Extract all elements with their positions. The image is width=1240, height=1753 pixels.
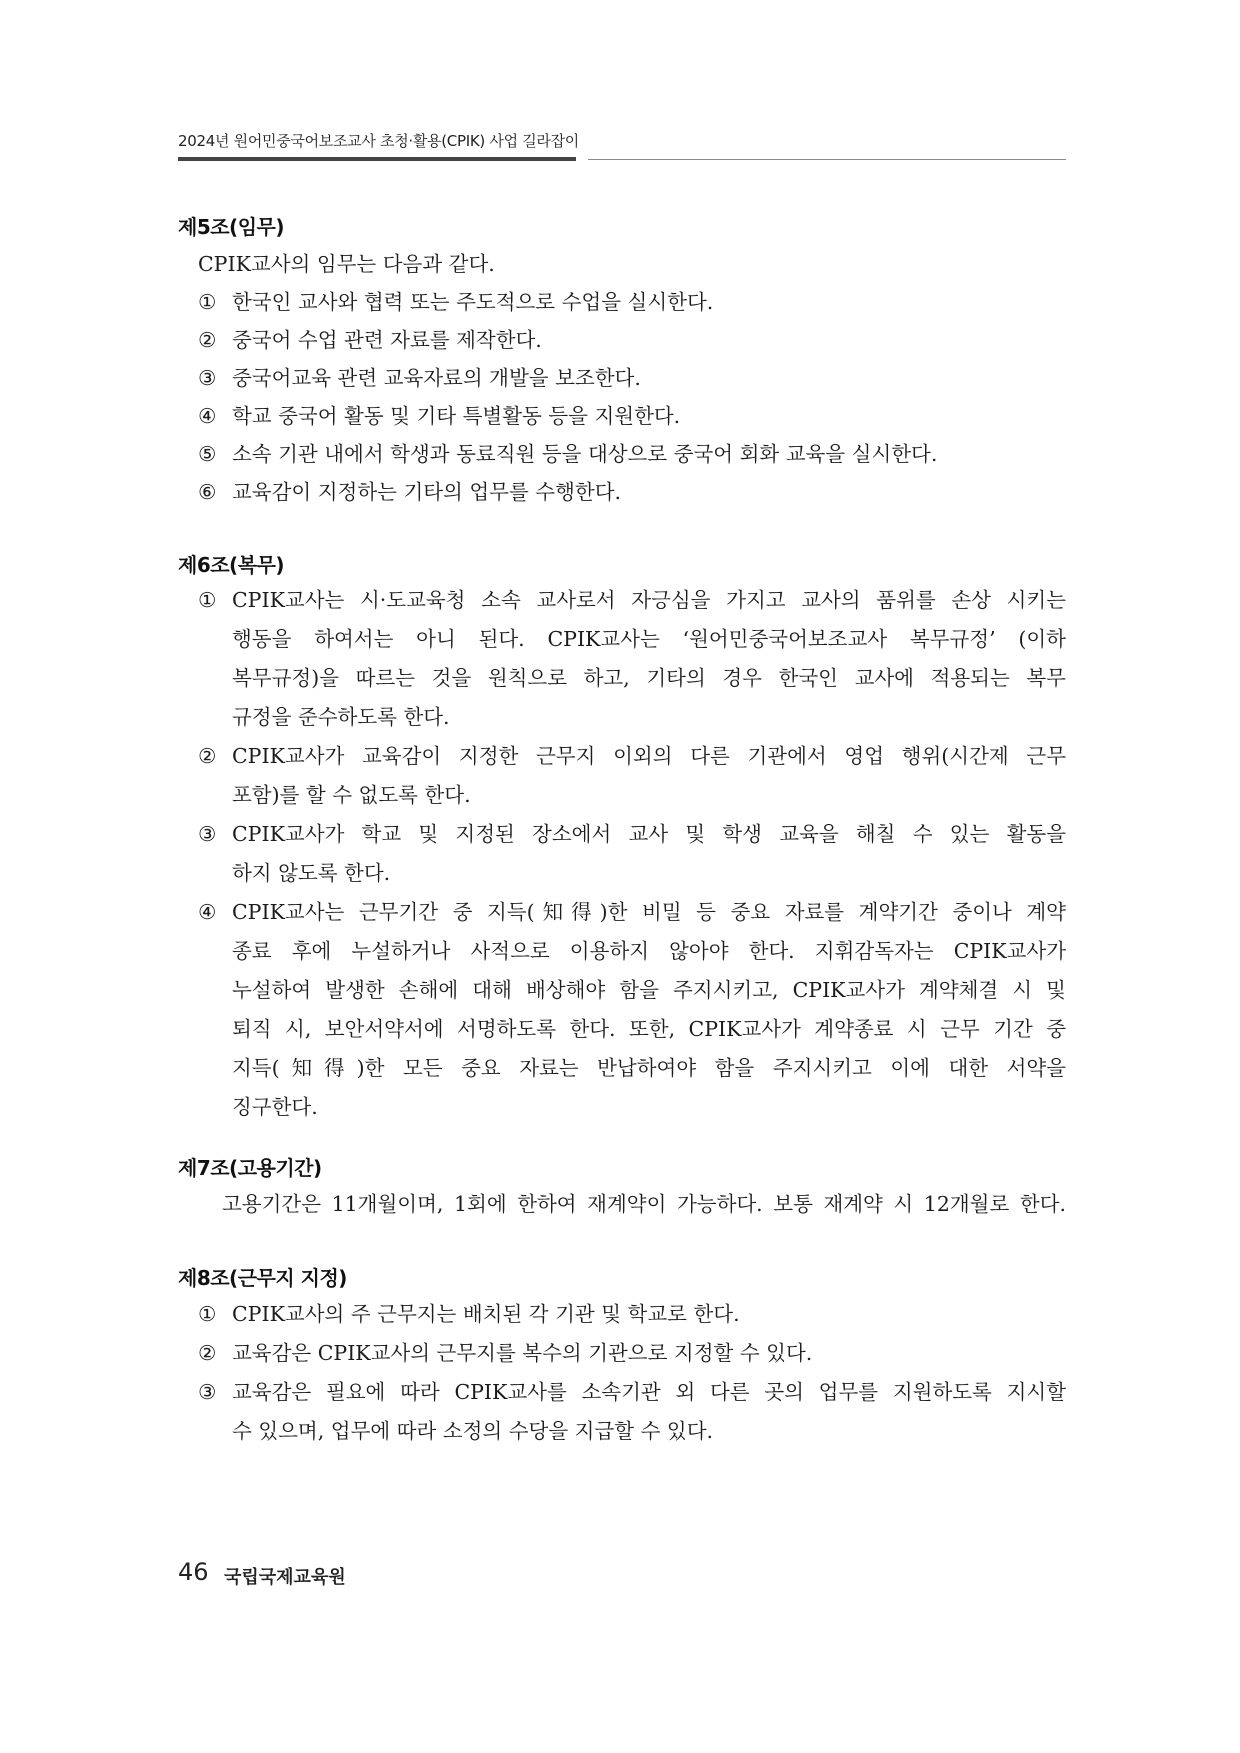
- article-8-item-3-line: 수 있으며, 업무에 따라 소정의 수당을 지급할 수 있다.: [232, 1419, 714, 1443]
- item-text: 학교 중국어 활동 및 기타 특별활동 등을 지원한다.: [232, 404, 681, 428]
- article-7-title: 제7조(고용기간): [178, 1156, 322, 1180]
- item-number: ③: [198, 366, 217, 390]
- article-5-item: [198, 289, 713, 315]
- article-8-item-2-line: 교육감은 CPIK교사의 근무지를 복수의 기관으로 지정할 수 있다.: [232, 1341, 813, 1365]
- item-text: 중국어교육 관련 교육자료의 개발을 보조한다.: [232, 366, 641, 390]
- item-text: 중국어 수업 관련 자료를 제작한다.: [232, 328, 542, 352]
- article-6-item-4-line: 징구한다.: [232, 1095, 318, 1119]
- article-6-item-1-line: 행동을 하여서는 아니 된다. CPIK교사는 ‘원어민중국어보조교사 복무규정’ (이하: [232, 627, 1066, 651]
- item-number: ③: [198, 822, 217, 846]
- item-number: ④: [198, 900, 217, 924]
- article-6-title: 제6조(복무): [178, 553, 284, 577]
- item-number: ①: [198, 588, 217, 612]
- item-text: 교육감이 지정하는 기타의 업무를 수행한다.: [232, 480, 622, 504]
- article-7-text: 고용기간은 11개월이며, 1회에 한하여 재계약이 가능하다. 보통 재계약 시 12개월로 한다.: [222, 1192, 1066, 1216]
- article-5-title: 제5조(임무): [178, 215, 284, 239]
- article-6-item-4-line: 종료 후에 누설하거나 사적으로 이용하지 않아야 한다. 지휘감독자는 CPIK교사가: [232, 939, 1066, 963]
- item-number: ②: [198, 744, 217, 768]
- article-5-item: [198, 441, 937, 467]
- article-5-intro: CPIK교사의 임무는 다음과 같다.: [198, 252, 495, 276]
- article-8-item-3-line: 교육감은 필요에 따라 CPIK교사를 소속기관 외 다른 곳의 업무를 지원하도록 지시할: [232, 1380, 1066, 1404]
- article-6-item-2-line: 포함)를 할 수 없도록 한다.: [232, 783, 471, 807]
- article-8-title: 제8조(근무지 지정): [178, 1266, 347, 1290]
- header-rule-thin: [588, 159, 1066, 160]
- item-text: 한국인 교사와 협력 또는 주도적으로 수업을 실시한다.: [232, 290, 714, 314]
- article-5-item: [198, 479, 621, 505]
- item-number: ①: [198, 1302, 217, 1326]
- running-header: 2024년 원어민중국어보조교사 초청·활용(CPIK) 사업 길라잡이: [178, 132, 579, 150]
- article-5-item: [198, 403, 680, 429]
- article-6-item-4-line: 누설하여 발생한 손해에 대해 배상해야 함을 주지시키고, CPIK교사가 계약체결 시 및: [232, 978, 1066, 1002]
- article-6-item-3-line: CPIK교사가 학교 및 지정된 장소에서 교사 및 학생 교육을 해칠 수 있는 활동을: [232, 822, 1066, 846]
- article-8-item-1-line: CPIK교사의 주 근무지는 배치된 각 기관 및 학교로 한다.: [232, 1302, 740, 1326]
- item-text: 소속 기관 내에서 학생과 동료직원 등을 대상으로 중국어 회화 교육을 실시한다.: [232, 442, 938, 466]
- article-6-item-3-line: 하지 않도록 한다.: [232, 861, 391, 885]
- item-number: ⑤: [198, 442, 217, 466]
- article-5-item: [198, 327, 542, 353]
- article-5-item: [198, 365, 641, 391]
- item-number: ④: [198, 404, 217, 428]
- item-number: ②: [198, 1341, 217, 1365]
- header-rule-thick: [178, 157, 576, 161]
- page-number: 46: [178, 1558, 209, 1586]
- footer-organization: 국립국제교육원: [224, 1567, 346, 1588]
- item-number: ⑥: [198, 480, 217, 504]
- article-6-item-1-line: 복무규정)을 따르는 것을 원칙으로 하고, 기타의 경우 한국인 교사에 적용되는 복무: [232, 666, 1066, 690]
- article-6-item-4-line: 지득(知得)한 모든 중요 자료는 반납하여야 함을 주지시키고 이에 대한 서약을: [232, 1056, 1066, 1080]
- article-6-item-1-line: CPIK교사는 시·도교육청 소속 교사로서 자긍심을 가지고 교사의 품위를 손상 시키는: [232, 588, 1066, 612]
- article-6-item-4-line: CPIK교사는 근무기간 중 지득(知得)한 비밀 등 중요 자료를 계약기간 중이나 계약: [232, 900, 1066, 924]
- article-6-item-4-line: 퇴직 시, 보안서약서에 서명하도록 한다. 또한, CPIK교사가 계약종료 시 근무 기간 중: [232, 1017, 1066, 1041]
- article-6-item-1-line: 규정을 준수하도록 한다.: [232, 705, 450, 729]
- item-number: ①: [198, 290, 217, 314]
- item-number: ③: [198, 1380, 217, 1404]
- item-number: ②: [198, 328, 217, 352]
- article-6-item-2-line: CPIK교사가 교육감이 지정한 근무지 이외의 다른 기관에서 영업 행위(시간제 근무: [232, 744, 1066, 768]
